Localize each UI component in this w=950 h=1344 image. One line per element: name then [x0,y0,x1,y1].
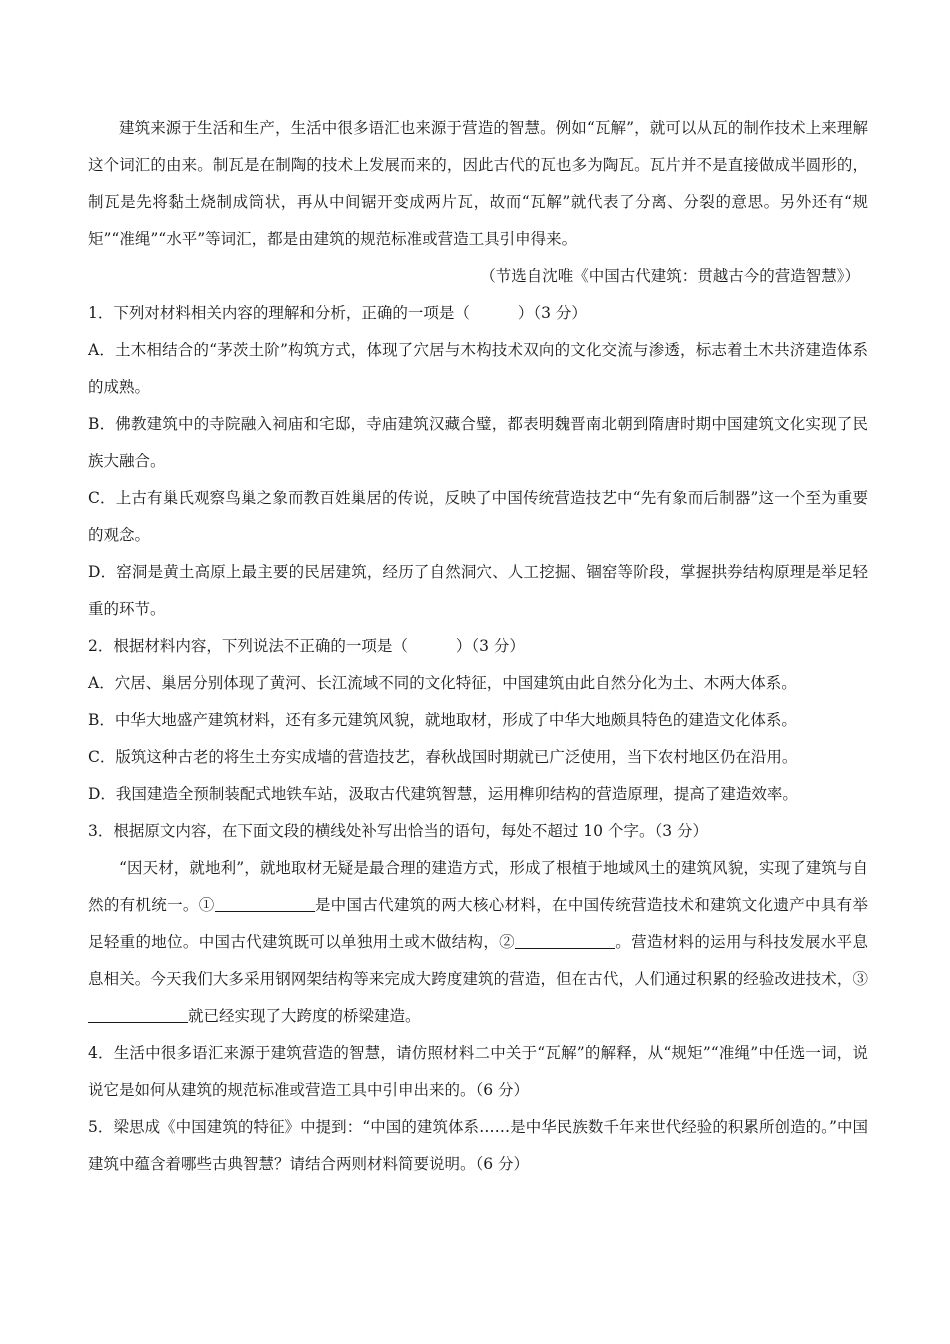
question-2-option-d: D．我国建造全预制装配式地铁车站，汲取古代建筑智慧，运用榫卯结构的营造原理，提高了建造效率。 [88,785,798,803]
material-paragraph: 建筑来源于生活和生产，生活中很多语汇也来源于营造的智慧。例如“瓦解”，就可以从瓦的制作技术上来理解这个词汇的由来。制瓦是在制陶的技术上发展而来的，因此古代的瓦也多为陶瓦。瓦片并不是直接做成半圆形的，制瓦是先将黏土烧制成筒状，再从中间锯开变成两片瓦，故而“瓦解”就代表了分离、分裂的意思。另外还有“规矩”“准绳”“水平”等词汇，都是由建筑的规范标准或营造工具引申得来。 [88,119,868,248]
question-3-passage-part-1: “因天材，就地利”，就地取材无疑是最合理的建造方式，形成了根植于地域风土的建筑风貌，实现了建筑与自然的有机统一。① [88,859,868,914]
question-1-stem [88,295,868,332]
fill-blank-3[interactable] [88,1004,188,1023]
question-3-passage-part-2: 是中国古代建筑的两大核心材料，在中国传统营造技术和建筑文化遗产中具有举足轻重的地位。中国古代建筑既可以单独用土或木做结构，② [88,896,868,951]
question-2-stem-text: 2．根据材料内容，下列说法不正确的一项是（ [88,637,408,655]
question-3-stem: 3．根据原文内容，在下面文段的横线处补写出恰当的语句，每处不超过 10 个字。（3 分） [88,822,708,840]
question-2-score: ）（3 分） [455,637,525,655]
question-1-option-c: C．上古有巢氏观察鸟巢之象而教百姓巢居的传说，反映了中国传统营造技艺中“先有象而后制器”这一个至为重要的观念。 [88,489,868,544]
fill-blank-1[interactable] [215,893,315,912]
exam-page [88,110,868,1183]
question-4-stem: 4．生活中很多语汇来源于建筑营造的智慧，请仿照材料二中关于“瓦解”的解释，从“规矩”“准绳”中任选一词，说说它是如何从建筑的规范标准或营造工具中引申出来的。（6 分） [88,1044,868,1099]
question-1-option-d: D．窑洞是黄土高原上最主要的民居建筑，经历了自然洞穴、人工挖掘、锢窑等阶段，掌握拱券结构原理是举足轻重的环节。 [88,563,868,618]
question-5-stem: 5．梁思成《中国建筑的特征》中提到：“中国的建筑体系……是中华民族数千年来世代经验的积累所创造的。”中国建筑中蕴含着哪些古典智慧？请结合两则材料简要说明。（6 分） [88,1118,868,1173]
question-2-option-b: B．中华大地盛产建筑材料，还有多元建筑风貌，就地取材，形成了中华大地颇具特色的建造文化体系。 [88,711,797,729]
question-3-passage-part-3: 。营造材料的运用与科技发展水平息息相关。今天我们大多采用钢网架结构等来完成大跨度建筑的营造，但在古代，人们通过积累的经验改进技术，③ [88,933,868,988]
question-3-passage [88,850,868,1035]
question-1-option-a: A．土木相结合的“茅茨土阶”构筑方式，体现了穴居与木构技术双向的文化交流与渗透，标志着土木共济建造体系的成熟。 [88,341,868,396]
question-1-score: ）（3 分） [517,304,587,322]
question-2-option-a: A．穴居、巢居分别体现了黄河、长江流域不同的文化特征，中国建筑由此自然分化为土、木两大体系。 [88,674,797,692]
question-1-option-b: B．佛教建筑中的寺院融入祠庙和宅邸，寺庙建筑汉藏合璧，都表明魏晋南北朝到隋唐时期中国建筑文化实现了民族大融合。 [88,415,868,470]
fill-blank-2[interactable] [515,930,615,949]
question-3-passage-part-4: 就已经实现了大跨度的桥梁建造。 [188,1007,421,1025]
question-1-stem-text: 1．下列对材料相关内容的理解和分析，正确的一项是（ [88,304,470,322]
material-source: （节选自沈唯《中国古代建筑：贯越古今的营造智慧》） [480,267,860,285]
question-2-stem [88,628,868,665]
question-2-option-c: C．版筑这种古老的将生土夯实成墙的营造技艺，春秋战国时期就已广泛使用，当下农村地区仍在沿用。 [88,748,798,766]
